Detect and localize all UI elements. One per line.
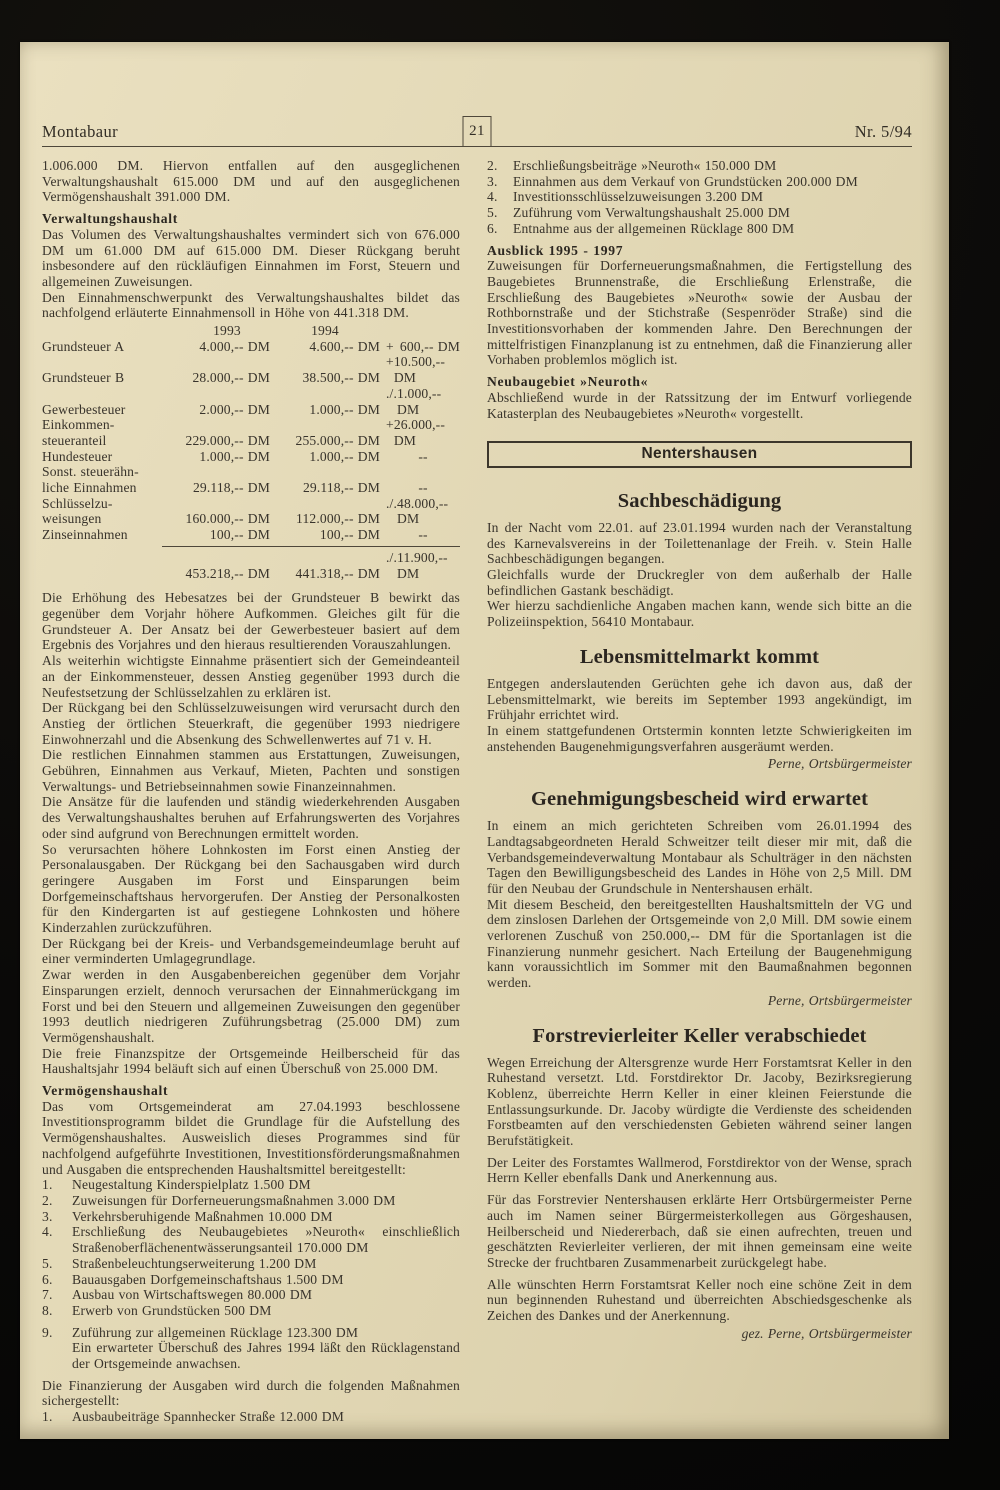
header-issue: Nr. 5/94 [854,122,912,141]
page-content [42,42,912,1425]
paragraph: Gleichfalls wurde der Druckregler von dem außerhalb der Halle befindlichen Gastank beschädigt. [487,567,912,598]
numbered-list-item: 2. Zuweisungen für Dorferneuerungsmaßnahmen 3.000 DM [42,1193,396,1208]
article-heading-lebensmittelmarkt: Lebensmittelmarkt kommt [579,645,820,668]
table-total-row: 453.218,-- DM 441.318,-- DM ./. 11.900,-- DM [185,549,448,581]
paragraph: Die restlichen Einnahmen stammen aus Erstattungen, Zuweisungen, Gebühren, Einnahmen aus Verkauf, Mieten, Pachten und sonstigen Verwaltungs- und Betriebseinnahmen sowie Finanzeinnahmen. [42,747,460,794]
paragraph: Das Volumen des Verwaltungshaushaltes vermindert sich von 676.000 DM um 61.000 DM auf 615.000 DM. Dieser Rückgang beruht insbesondere auf den rückläufigen Einnahmen im Forst, Steuern und allgemeinen Zuweisungen. [42,226,460,289]
paragraph: Entgegen anderslautenden Gerüchten gehe ich davon aus, daß der Lebensmittelmarkt, wie bereits im September 1993 angekündigt, im Frühjahr errichtet wird. [487,675,912,723]
paragraph: Wer hierzu sachdienliche Angaben machen kann, wende sich bitte an die Polizeiinspektion, 56410 Montabaur. [487,598,912,630]
page-number-badge: 21 [463,116,492,147]
article-heading-sachbeschaedigung: Sachbeschädigung [617,489,782,512]
section-heading-vermoegenshaushalt: Vermögenshaushalt [42,1083,169,1099]
table-row: Sonst. steuerähn- liche Einnahmen 29.118,-- DM 29.118,-- DM -- [42,464,428,496]
paragraph: Zuweisungen für Dorferneuerungsmaßnahmen, die Fertigstellung des Baugebietes Brunnenstraße, die Erschließung Erlenstraße, die Erschließung des Baugebietes »Neuroth« sowie der Ausbau der Rothbornstraße und der Stichstraße (Sespenröder Straße) sind die Investitionsvorhaben der kommenden Jahre. Den Berechnungen der mittelfristigen Finanzplanung ist zu entnehmen, daß die Finanzierung aller Vorhaben problemlos möglich ist. [487,258,912,368]
banner-nentershausen: Nentershausen [487,441,912,468]
paragraph: Wegen Erreichung der Altersgrenze wurde Herr Forstamtsrat Keller in den Ruhestand versetzt. Ltd. Forstdirektor Dr. Jacoby, Bezirksregierung Koblenz, überreichte Herrn Keller in einer kleinen Feierstunde die Entlassungsurkunde. Dr. Jacoby würdigte die Verdienste des scheidenden Forstbeamten auf den verschiedensten Gebieten während seiner langen Berufstätigkeit. [487,1054,912,1149]
paragraph: Den Einnahmenschwerpunkt des Verwaltungshaushaltes bildet das nachfolgend erläuterte Einnahmensoll in Höhe von 441.318 DM. [42,289,460,321]
numbered-list-item: 3. Einnahmen aus dem Verkauf von Grundstücken 200.000 DM [487,173,858,189]
section-heading-neubaugebiet: Neubaugebiet »Neuroth« [487,374,649,390]
paragraph: Abschließend wurde in der Ratssitzung der im Entwurf vorliegende Katasterplan des Neubaugebietes »Neuroth« vorgestellt. [487,389,912,421]
page-header [42,104,912,147]
table-row: Einkommen- steueranteil 229.000,-- DM 255.000,-- DM + 26.000,-- DM [42,417,446,448]
table-row: Grundsteuer B 28.000,-- DM 38.500,-- DM + 10.500,-- DM [42,354,446,386]
paragraph: Die Finanzierung der Ausgaben wird durch die folgenden Maßnahmen sichergestellt: [42,1377,460,1409]
paragraph: Für das Forstrevier Nentershausen erklärte Herr Ortsbürgermeister Perne auch im Namen seiner Bürgermeisterkollegen aus Görgeshausen, Heilberscheid und Niedererbach, daß sie einen aufrechten, treuen und geschätzten Revierleiter verlieren, der mit ihnen gemeinsam eine weite Strecke der fruchtbaren Zusammenarbeit zurückgelegt habe. [487,1192,912,1270]
paragraph: Der Rückgang bei der Kreis- und Verbandsgemeindeumlage beruht auf einer verminderten Umlagegrundlage. [42,935,460,967]
table-header-row [42,323,460,339]
article-heading-genehmigungsbescheid: Genehmigungsbescheid wird erwartet [530,788,869,811]
table-year-1993: 1993 [213,323,241,339]
section-heading-ausblick: Ausblick 1995 - 1997 [487,242,624,258]
numbered-list-item: 3. Verkehrsberuhigende Maßnahmen 10.000 DM [42,1208,333,1224]
header-place: Montabaur [42,122,118,141]
paragraph: In der Nacht vom 22.01. auf 23.01.1994 wurden nach der Veranstaltung des Karnevalsvereins in der Toilettenanlage der Freih. v. Stein Halle Sachbeschädigungen begangen. [487,519,912,567]
table-row: Schlüsselzu- weisungen 160.000,-- DM 112.000,-- DM ./. 48.000,-- DM [42,495,449,527]
budget-table [42,323,460,581]
article-heading-forstrevierleiter: Forstrevierleiter Keller verabschiedet [532,1024,867,1047]
paragraph: Der Leiter des Forstamtes Wallmerod, Forstdirektor von der Wense, sprach Herrn Keller ebenfalls Dank und Anerkennung aus. [487,1154,912,1186]
numbered-list-item: 2. Erschließungsbeiträge »Neuroth« 150.000 DM [487,158,777,173]
numbered-list-item: 5. Straßenbeleuchtungserweiterung 1.200 DM [42,1255,317,1271]
numbered-list-item: 4. Erschließung des Neubaugebietes »Neuroth« einschließlich Straßenoberflächenentwässerungsanteil 170.000 DM [42,1224,460,1256]
signature: Perne, Ortsbürgermeister [767,992,912,1008]
numbered-list-item: 7. Ausbau von Wirtschaftswegen 80.000 DM [42,1287,313,1303]
paragraph: So verursachten höhere Lohnkosten im Forst einen Anstieg der Personalausgaben. Der Rückgang bei den Sachausgaben wird durch geringere Ausgaben im Forst und Einsparungen beim Dorfgemeinschaftshaus hervorgerufen. Der Anstieg der Personalkosten für den Kindergarten ist auf gestiegene Lohnkosten und höhere Kinderzahlen zurückzuführen. [42,841,460,936]
left-column [42,158,460,1425]
paragraph: Die Ansätze für die laufenden und ständig wiederkehrenden Ausgaben des Verwaltungshaushaltes beruhen auf Erfahrungswerten des Vorjahres oder sind aufgrund von Berechnungen ermittelt worden. [42,794,460,841]
paragraph: Die Erhöhung des Hebesatzes bei der Grundsteuer B bewirkt das gegenüber dem Vorjahr höhere Aufkommen. Gleiches gilt für die Grundsteuer A. Der Ansatz bei der Gewerbesteuer basiert auf dem Ergebnis des Vorjahres und den hieraus resultierenden Vorauszahlungen. [42,590,460,653]
paragraph: Als weiterhin wichtigste Einnahme präsentiert sich der Gemeindeanteil an der Einkommensteuer, dessen Anstieg gegenüber 1993 durch die Neufestsetzung der Schlüsselzahlen zu erklären ist. [42,653,460,700]
two-column-layout [42,158,912,1425]
numbered-list-item: 1. Ausbaubeiträge Spannhecker Straße 12.000 DM [42,1409,344,1425]
signature: gez. Perne, Ortsbürgermeister [741,1325,912,1341]
paragraph: Alle wünschten Herrn Forstamtsrat Keller noch eine schöne Zeit in dem nun beginnenden Ruhestand und überreichten Abschiedsgeschenke als Zeichen des Dankes und der Anerkennung. [487,1276,912,1324]
scanned-newsletter-page [20,42,949,1439]
table-year-1994: 1994 [311,323,339,339]
signature: Perne, Ortsbürgermeister [767,756,912,772]
right-column [487,158,912,1425]
numbered-list-item: 4. Investitionsschlüsselzuweisungen 3.200 DM [487,189,764,205]
paragraph: Der Rückgang bei den Schlüsselzuweisungen wird verursacht durch den Anstieg der örtlichen Steuerkraft, die gegenüber 1993 niedrigere Einwohnerzahl und die Absenkung des Schwellenwertes auf 71 v. H. [42,700,460,747]
paragraph: Das vom Ortsgemeinderat am 27.04.1993 beschlossene Investitionsprogramm bildet die Grundlage für die Aufstellung des Vermögenshaushaltes. Ausweislich dieses Programmes sind für nachfolgend aufgeführte Investitionen, Investitionsförderungsmaßnahmen und Ausgaben die entsprechenden Haushaltsmittel bereitgestellt: [42,1098,460,1177]
paragraph: Mit diesem Bescheid, den bereitgestellten Haushaltsmitteln der VG und dem zinslosen Darlehen der Ortsgemeinde von 2,0 Mill. DM sowie einem verlorenen Zuschuß von 250.000,-- DM für die Sportanlagen ist die Finanzierung nunmehr gesichert. Nach Erteilung der Baugenehmigung kann voraussichtlich im Sommer mit den Baumaßnahmen begonnen werden. [487,896,912,991]
paragraph: In einem an mich gerichteten Schreiben vom 26.01.1994 des Landtagsabgeordneten Herald Schweitzer teilt dieser mir mit, daß die Verbandsgemeindeverwaltung Montabaur als Schulträger in den nächsten Tagen den Bewilligungsbescheid des Landes in Höhe von 2,5 Mill. DM für den Neubau der Grundschule in Nentershausen erhält. [487,818,912,896]
table-row: Zinseinnahmen 100,-- DM 100,-- DM -- [42,527,428,543]
paragraph: Zwar werden in den Ausgabenbereichen gegenüber dem Vorjahr Einsparungen erzielt, dennoch verursachen der Einnahmerückgang im Forst und bei den Steuern und allgemeinen Zuweisungen den gegenüber 1993 deutlich niedrigeren Zuführungsbetrag (25.000 DM) zum Vermögenshaushalt. [42,967,460,1045]
numbered-list-item: 6. Entnahme aus der allgemeinen Rücklage 800 DM [487,220,795,236]
list-item-note: Ein erwarteter Überschuß des Jahres 1994 läßt den Rücklagenstand der Ortsgemeinde anwachsen. [72,1340,460,1372]
paragraph: 1.006.000 DM. Hiervon entfallen auf den ausgeglichenen Verwaltungshaushalt 615.000 DM und auf den ausgeglichenen Vermögenshaushalt 391.000 DM. [42,158,460,205]
numbered-list-item: 9. Zuführung zur allgemeinen Rücklage 123.300 DM [42,1324,359,1340]
paragraph: Die freie Finanzspitze der Ortsgemeinde Heilberscheid für das Haushaltsjahr 1994 beläuft sich auf einen Überschuß von 25.000 DM. [42,1045,460,1077]
numbered-list-item: 8. Erwerb von Grundstücken 500 DM [42,1302,272,1318]
section-heading-verwaltungshaushalt: Verwaltungshaushalt [42,211,178,227]
numbered-list-item: 6. Bauausgaben Dorfgemeinschaftshaus 1.500 DM [42,1271,344,1287]
table-row: Gewerbesteuer 2.000,-- DM 1.000,-- DM ./. 1.000,-- DM [42,385,442,417]
table-row: Hundesteuer 1.000,-- DM 1.000,-- DM -- [42,448,428,464]
numbered-list-item: 5. Zuführung vom Verwaltungshaushalt 25.000 DM [487,205,791,221]
table-row: Grundsteuer A 4.000,-- DM 4.600,-- DM + 600,-- DM [42,338,460,354]
paragraph: In einem stattgefundenen Ortstermin konnten letzte Schwierigkeiten im anstehenden Baugenehmigungsverfahren ausgeräumt werden. [487,722,912,754]
numbered-list-item: 1. Neugestaltung Kinderspielplatz 1.500 DM [42,1177,311,1193]
